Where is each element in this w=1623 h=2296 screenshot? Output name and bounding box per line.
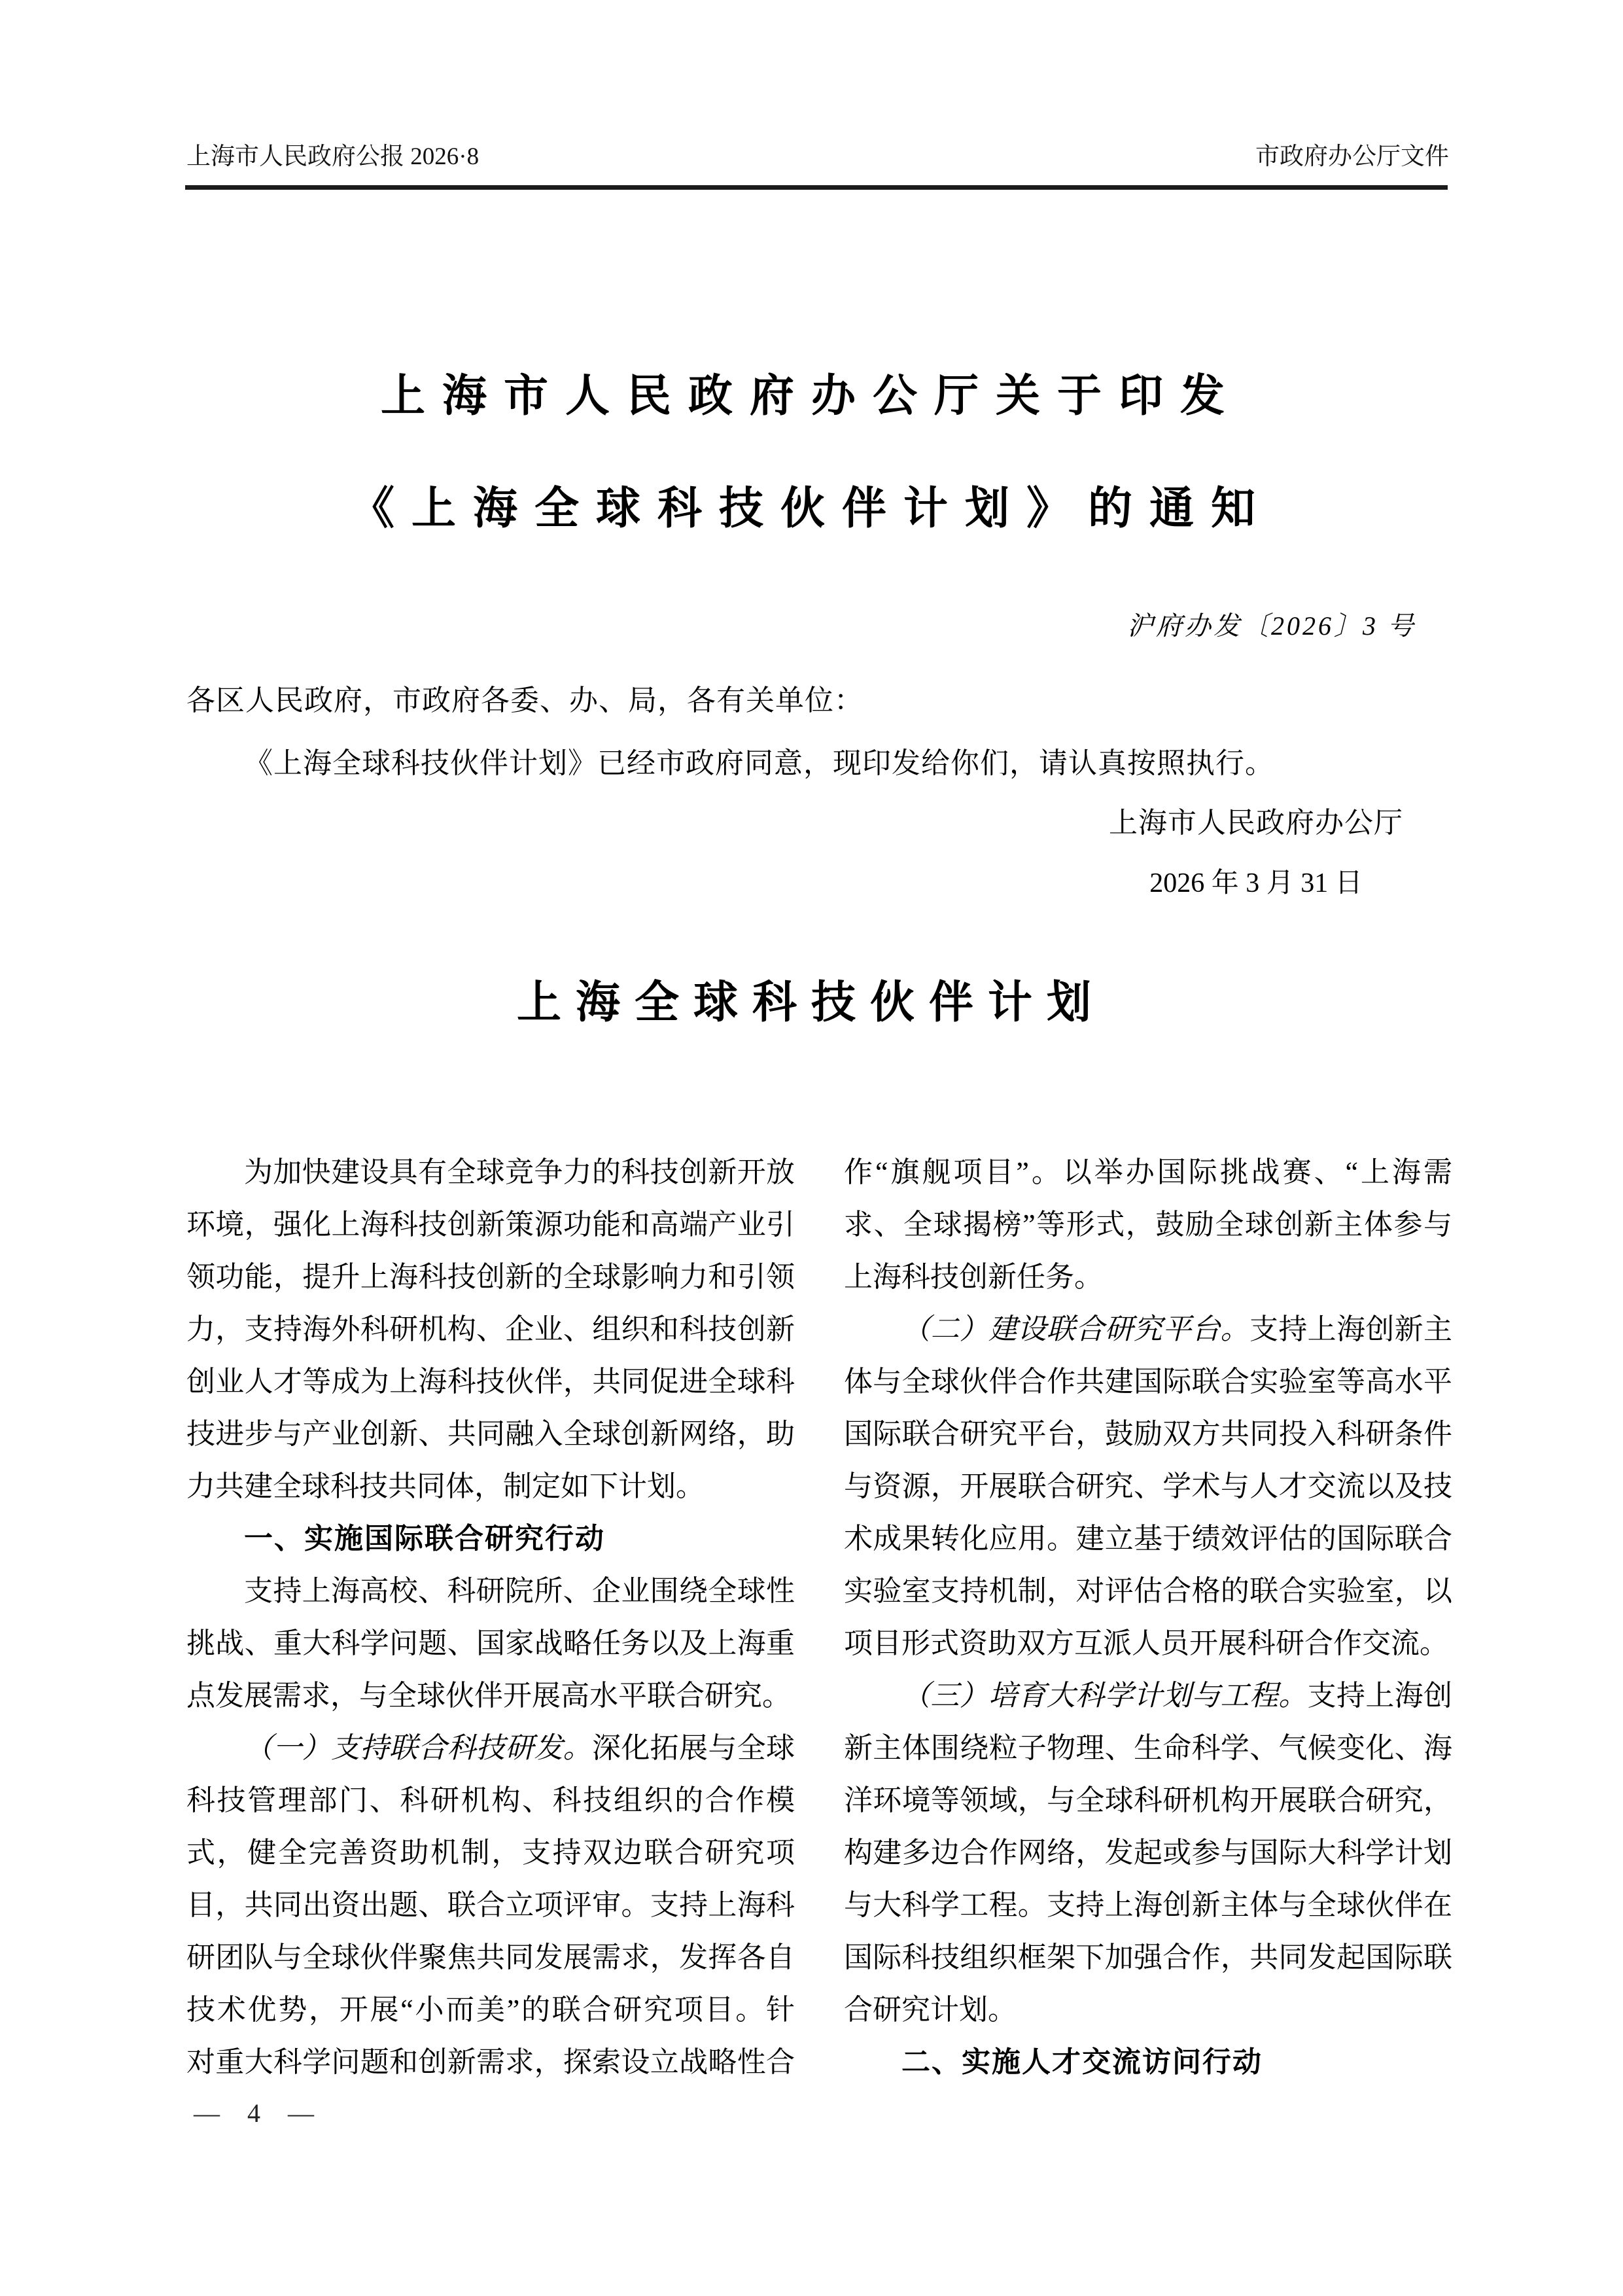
text-segment: 国际科技组织框架下加强合作，共同发起国际联 bbox=[844, 1941, 1452, 1973]
notice-title-line2: 《上海全球科技伙伴计划》的通知 bbox=[349, 484, 1272, 533]
text-line bbox=[844, 1199, 1452, 1251]
text-segment: 挑战、重大科学问题、国家战略任务以及上海重 bbox=[186, 1627, 795, 1659]
plan-body bbox=[186, 1146, 1452, 2089]
text-segment: 与大科学工程。支持上海创新主体与全球伙伴在 bbox=[844, 1889, 1452, 1921]
text-segment: 上海科技创新任务。 bbox=[844, 1261, 1103, 1293]
document-number: 沪府办发〔2026〕3 号 bbox=[1127, 611, 1416, 641]
text-segment: 项目形式资助双方互派人员开展科研合作交流。 bbox=[844, 1627, 1448, 1659]
text-line bbox=[186, 1251, 795, 1303]
gazette-header-left: 上海市人民政府公报 2026·8 bbox=[186, 143, 480, 170]
text-line bbox=[844, 1722, 1452, 1775]
gazette-header-right: 市政府办公厅文件 bbox=[1255, 143, 1449, 170]
text-segment: 点发展需求，与全球伙伴开展高水平联合研究。 bbox=[186, 1680, 791, 1712]
left-column bbox=[186, 1146, 795, 2089]
text-segment: 术成果转化应用。建立基于绩效评估的国际联合 bbox=[844, 1523, 1452, 1555]
text-segment: 领功能，提升上海科技创新的全球影响力和引领 bbox=[186, 1261, 795, 1293]
text-line bbox=[844, 1617, 1452, 1670]
text-line bbox=[186, 1199, 795, 1251]
text-line bbox=[844, 1146, 1452, 1199]
text-line bbox=[844, 1303, 1452, 1356]
text-segment: 国际联合研究平台，鼓励双方共同投入科研条件 bbox=[844, 1418, 1452, 1450]
text-segment: 技进步与产业创新、共同融入全球创新网络，助 bbox=[186, 1418, 795, 1450]
issue-date: 2026 年 3 月 31 日 bbox=[1149, 868, 1363, 898]
text-line bbox=[844, 1251, 1452, 1303]
text-line bbox=[844, 1670, 1452, 1722]
right-column bbox=[844, 1146, 1452, 2089]
text-segment: 新主体围绕粒子物理、生命科学、气候变化、海 bbox=[844, 1732, 1452, 1764]
text-line bbox=[186, 1356, 795, 1408]
text-segment: 创业人才等成为上海科技伙伴，共同促进全球科 bbox=[186, 1366, 795, 1398]
text-line bbox=[186, 1146, 795, 1199]
text-line bbox=[186, 1460, 795, 1513]
text-line bbox=[186, 1932, 795, 1984]
text-line bbox=[844, 2036, 1452, 2089]
text-segment: 支持上海创 bbox=[1307, 1680, 1453, 1712]
text-segment: 构建多边合作网络，发起或参与国际大科学计划 bbox=[844, 1837, 1452, 1869]
text-line bbox=[186, 1670, 795, 1722]
text-segment: 为加快建设具有全球竞争力的科技创新开放 bbox=[244, 1156, 795, 1188]
section-heading: 二、实施人才交流访问行动 bbox=[901, 2046, 1263, 2078]
text-line bbox=[186, 1513, 795, 1565]
section-heading: 一、实施国际联合研究行动 bbox=[244, 1523, 605, 1555]
text-segment: 技术优势，开展“小而美”的联合研究项目。针 bbox=[186, 1994, 795, 2026]
issuer-name: 上海市人民政府办公厅 bbox=[1109, 807, 1403, 839]
signature-block bbox=[1109, 804, 1403, 903]
text-line bbox=[844, 1775, 1452, 1827]
header-divider bbox=[185, 185, 1448, 190]
text-segment: （一）支持联合科技研发。 bbox=[244, 1732, 592, 1764]
text-line bbox=[844, 1408, 1452, 1460]
text-line bbox=[844, 1879, 1452, 1932]
text-segment: 环境，强化上海科技创新策源功能和高端产业引 bbox=[186, 1209, 795, 1241]
text-segment: 科技管理部门、科研机构、科技组织的合作模 bbox=[186, 1784, 795, 1816]
text-line bbox=[186, 1617, 795, 1670]
text-segment: 体与全球伙伴合作共建国际联合实验室等高水平 bbox=[844, 1366, 1452, 1398]
text-segment: 力共建全球科技共同体，制定如下计划。 bbox=[186, 1470, 705, 1502]
text-segment: 研团队与全球伙伴聚焦共同发展需求，发挥各自 bbox=[186, 1941, 795, 1973]
text-line bbox=[186, 1775, 795, 1827]
plan-title: 上海全球科技伙伴计划 bbox=[516, 978, 1106, 1027]
page-header bbox=[186, 143, 1449, 171]
text-segment: 支持上海创新主 bbox=[1249, 1313, 1452, 1345]
notice-title-line1: 上海市人民政府办公厅关于印发 bbox=[380, 371, 1242, 421]
text-line bbox=[186, 1408, 795, 1460]
text-segment: 实验室支持机制，对评估合格的联合实验室，以 bbox=[844, 1575, 1452, 1607]
text-segment: 与资源，开展联合研究、学术与人才交流以及技 bbox=[844, 1470, 1452, 1502]
text-segment: （二）建设联合研究平台。 bbox=[901, 1313, 1249, 1345]
text-segment: 深化拓展与全球 bbox=[592, 1732, 795, 1764]
text-segment: 合研究计划。 bbox=[844, 1994, 1017, 2026]
salutation: 各区人民政府，市政府各委、办、局，各有关单位： bbox=[186, 684, 864, 716]
text-line bbox=[844, 1460, 1452, 1513]
text-line bbox=[186, 1722, 795, 1775]
text-segment: 目，共同出资出题、联合立项评审。支持上海科 bbox=[186, 1889, 795, 1921]
text-segment: 洋环境等领域，与全球科研机构开展联合研究， bbox=[844, 1784, 1452, 1816]
text-segment: 对重大科学问题和创新需求，探索设立战略性合 bbox=[186, 2046, 795, 2078]
page-number: — 4 — bbox=[194, 2098, 324, 2128]
text-segment: 式，健全完善资助机制，支持双边联合研究项 bbox=[186, 1837, 795, 1869]
text-line bbox=[186, 1303, 795, 1356]
text-line bbox=[844, 1356, 1452, 1408]
text-segment: （三）培育大科学计划与工程。 bbox=[901, 1680, 1308, 1712]
text-segment: 力，支持海外科研机构、企业、组织和科技创新 bbox=[186, 1313, 795, 1345]
text-line bbox=[186, 1565, 795, 1617]
text-segment: 支持上海高校、科研院所、企业围绕全球性 bbox=[244, 1575, 795, 1607]
text-line bbox=[844, 1827, 1452, 1879]
text-segment: 求、全球揭榜”等形式，鼓励全球创新主体参与 bbox=[844, 1209, 1452, 1241]
text-line bbox=[844, 1984, 1452, 2036]
text-line bbox=[186, 1984, 795, 2036]
text-line bbox=[844, 1565, 1452, 1617]
text-line bbox=[186, 1879, 795, 1932]
text-line bbox=[844, 1932, 1452, 1984]
text-line bbox=[186, 1827, 795, 1879]
text-segment: 作“旗舰项目”。以举办国际挑战赛、“上海需 bbox=[844, 1156, 1452, 1188]
text-line bbox=[844, 1513, 1452, 1565]
notice-body: 《上海全球科技伙伴计划》已经市政府同意，现印发给你们，请认真按照执行。 bbox=[244, 747, 1274, 779]
text-line bbox=[186, 2036, 795, 2089]
